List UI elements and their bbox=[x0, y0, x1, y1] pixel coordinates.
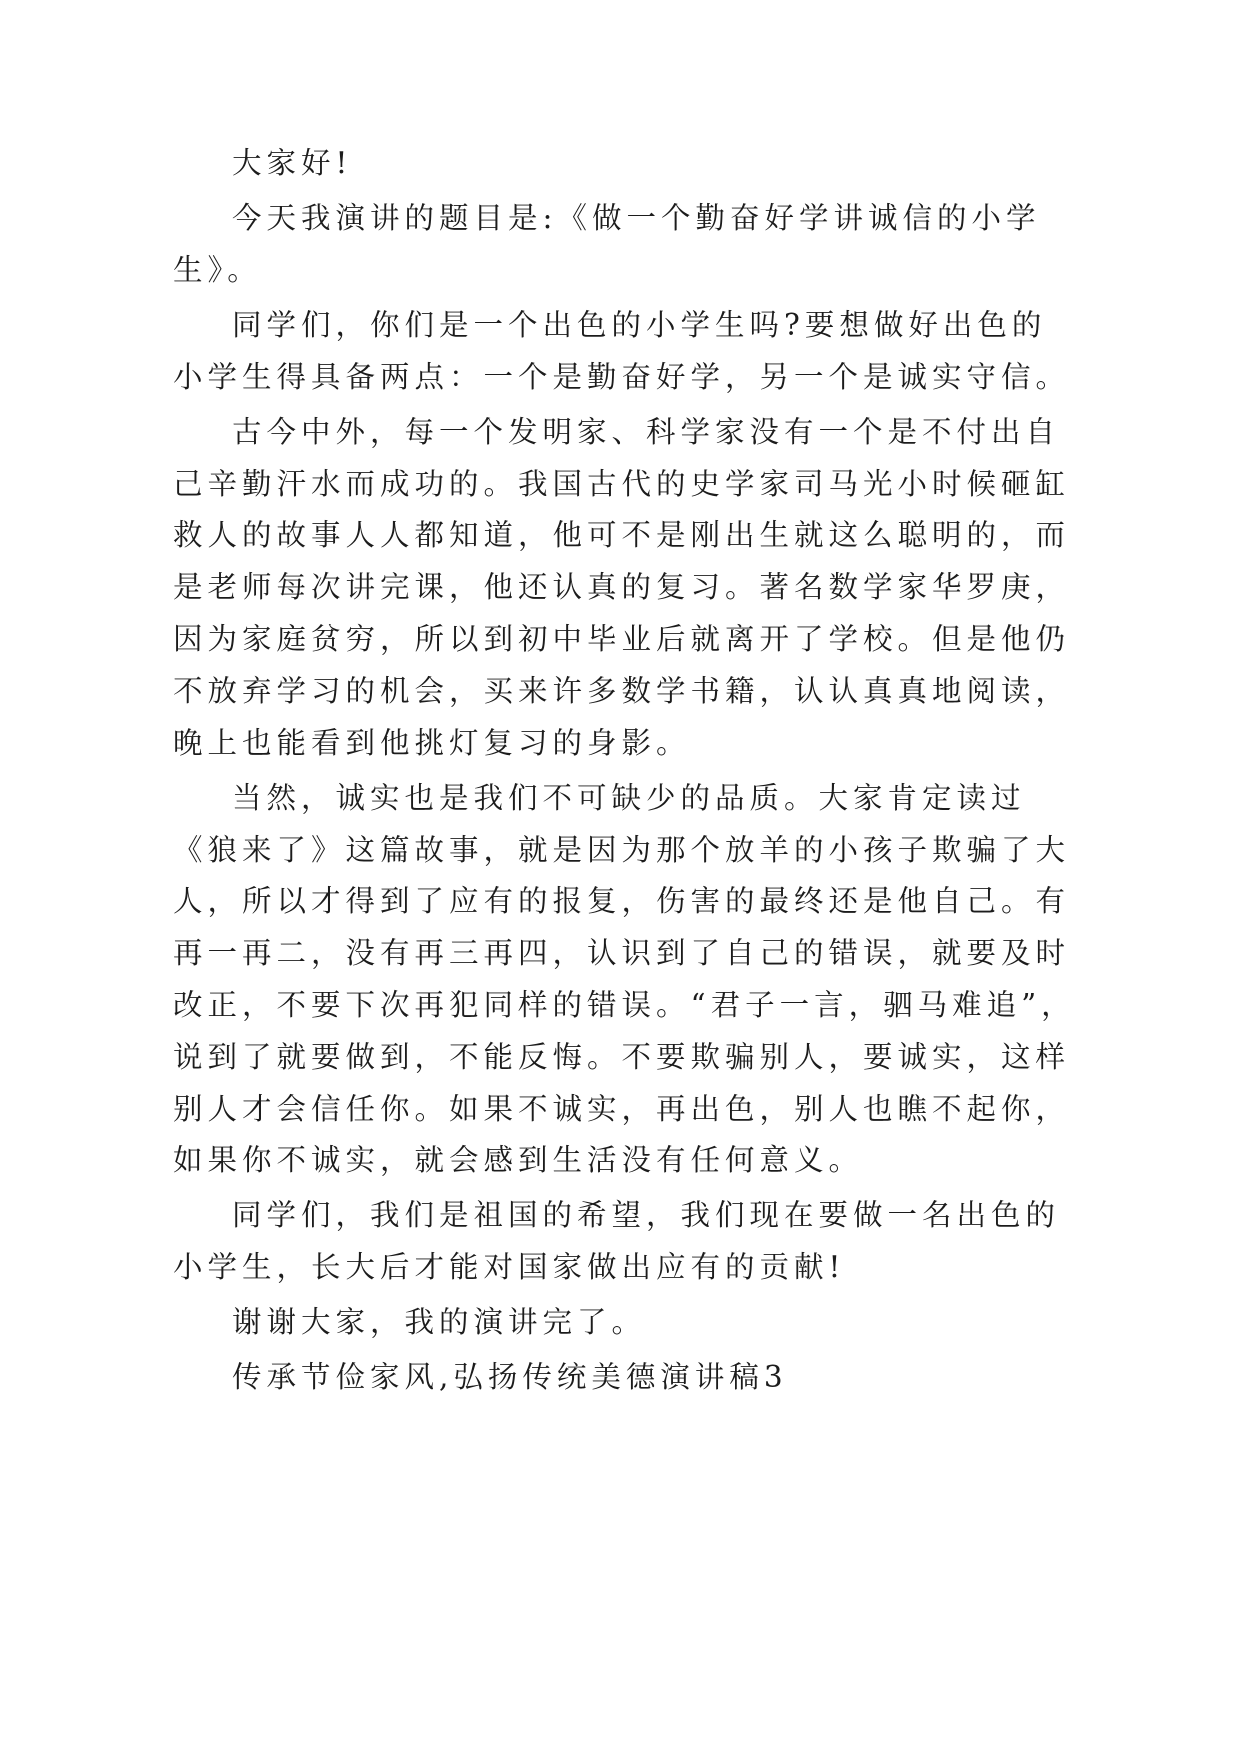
text-line: 再一再二，没有再三再四，认识到了自己的错误，就要及时 bbox=[173, 936, 1071, 971]
paragraph-greeting bbox=[173, 138, 1133, 190]
text-line: 小学生，长大后才能对国家做出应有的贡献! bbox=[173, 1250, 846, 1285]
text-line: 《狼来了》这篇故事，就是因为那个放羊的小孩子欺骗了大 bbox=[173, 832, 1071, 867]
text-line: 别人才会信任你。如果不诚实，再出色，别人也瞧不起你， bbox=[173, 1091, 1071, 1126]
paragraph bbox=[173, 1190, 1133, 1294]
text-line: 因为家庭贫穷，所以到初中毕业后就离开了学校。但是他仍 bbox=[173, 622, 1071, 657]
paragraph bbox=[173, 407, 1133, 770]
text-line: 如果你不诚实，就会感到生活没有任何意义。 bbox=[173, 1143, 864, 1178]
section-heading-text: 传承节俭家风,弘扬传统美德演讲稿3 bbox=[232, 1360, 788, 1395]
paragraph bbox=[173, 773, 1133, 1187]
document-body bbox=[173, 138, 1133, 1404]
text-line: 不放弃学习的机会，买来许多数学书籍，认认真真地阅读， bbox=[173, 673, 1071, 708]
text-line: 人，所以才得到了应有的报复，伤害的最终还是他自己。有 bbox=[173, 884, 1071, 919]
text-line: 小学生得具备两点：一个是勤奋好学，另一个是诚实守信。 bbox=[173, 359, 1071, 394]
text-line: 当然，诚实也是我们不可缺少的品质。大家肯定读过 bbox=[232, 780, 1026, 815]
text-line: 改正，不要下次再犯同样的错误。“君子一言，驷马难追”， bbox=[173, 987, 1076, 1022]
section-heading bbox=[173, 1352, 1133, 1404]
text-line: 同学们，我们是祖国的希望，我们现在要做一名出色的 bbox=[232, 1198, 1061, 1233]
paragraph bbox=[173, 300, 1133, 404]
text-line: 晚上也能看到他挑灯复习的身影。 bbox=[173, 725, 691, 760]
text-line: 说到了就要做到，不能反悔。不要欺骗别人，要诚实，这样 bbox=[173, 1039, 1071, 1074]
text-line: 今天我演讲的题目是:《做一个勤奋好学讲诚信的小学 bbox=[232, 201, 1041, 236]
text-line: 大家好! bbox=[232, 146, 353, 180]
text-line: 是老师每次讲完课，他还认真的复习。著名数学家华罗庚， bbox=[173, 570, 1071, 605]
text-line: 同学们，你们是一个出色的小学生吗?要想做好出色的 bbox=[232, 307, 1047, 342]
paragraph-topic bbox=[173, 193, 1133, 297]
text-line: 救人的故事人人都知道，他可不是刚出生就这么聪明的，而 bbox=[173, 518, 1071, 553]
text-line: 古今中外，每一个发明家、科学家没有一个是不付出自 bbox=[232, 414, 1061, 449]
paragraph-closing bbox=[173, 1297, 1133, 1349]
text-line: 谢谢大家，我的演讲完了。 bbox=[232, 1305, 647, 1340]
text-line: 生》。 bbox=[173, 252, 262, 287]
text-line: 己辛勤汗水而成功的。我国古代的史学家司马光小时候砸缸 bbox=[173, 466, 1071, 501]
